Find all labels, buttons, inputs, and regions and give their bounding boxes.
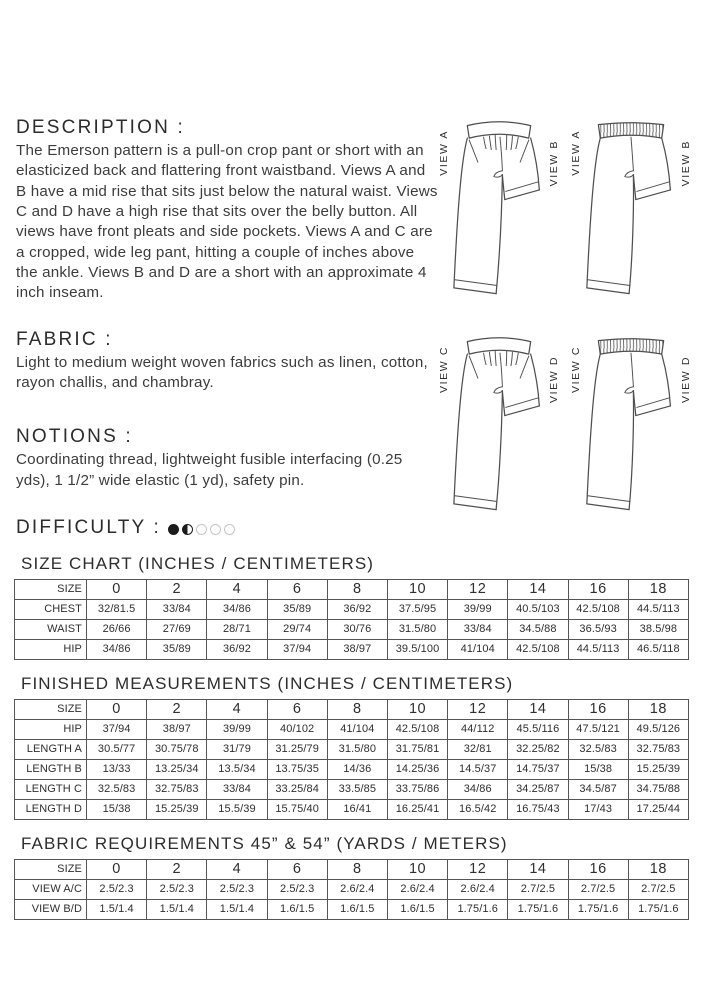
value-cell: 38/97 bbox=[327, 639, 387, 659]
value-cell: 15/38 bbox=[87, 799, 147, 819]
value-cell: 32.75/83 bbox=[628, 739, 688, 759]
header-row bbox=[15, 699, 689, 719]
value-cell: 16.5/42 bbox=[448, 799, 508, 819]
value-cell: 33.75/86 bbox=[387, 779, 447, 799]
data-row bbox=[15, 619, 689, 639]
size-header-cell: 6 bbox=[267, 579, 327, 599]
value-cell: 13.5/34 bbox=[207, 759, 267, 779]
value-cell: 15.25/39 bbox=[628, 759, 688, 779]
data-row bbox=[15, 899, 689, 919]
value-cell: 13.75/35 bbox=[267, 759, 327, 779]
value-cell: 27/69 bbox=[147, 619, 207, 639]
size-header-cell: 4 bbox=[207, 579, 267, 599]
row-label-cell: VIEW B/D bbox=[15, 899, 87, 919]
value-cell: 41/104 bbox=[448, 639, 508, 659]
value-cell: 1.75/1.6 bbox=[568, 899, 628, 919]
value-cell: 15.5/39 bbox=[207, 799, 267, 819]
value-cell: 1.6/1.5 bbox=[387, 899, 447, 919]
value-cell: 30.75/78 bbox=[147, 739, 207, 759]
value-cell: 30/76 bbox=[327, 619, 387, 639]
value-cell: 2.7/2.5 bbox=[628, 879, 688, 899]
fabric-requirements-title: FABRIC REQUIREMENTS 45” & 54” (YARDS / METERS) bbox=[21, 833, 508, 853]
data-row bbox=[15, 759, 689, 779]
size-header-cell: 18 bbox=[628, 699, 688, 719]
value-cell: 39/99 bbox=[448, 599, 508, 619]
value-cell: 14.25/36 bbox=[387, 759, 447, 779]
value-cell: 2.7/2.5 bbox=[508, 879, 568, 899]
value-cell: 1.6/1.5 bbox=[327, 899, 387, 919]
row-label-cell: LENGTH A bbox=[15, 739, 87, 759]
pant-front-drawing bbox=[451, 330, 547, 528]
size-header-cell: 18 bbox=[628, 579, 688, 599]
size-header-cell: 2 bbox=[147, 859, 207, 879]
difficulty-heading: DIFFICULTY : bbox=[16, 516, 161, 538]
value-cell: 34.5/88 bbox=[508, 619, 568, 639]
value-cell: 29/74 bbox=[267, 619, 327, 639]
size-header-cell: 10 bbox=[387, 859, 447, 879]
difficulty-dot-half bbox=[182, 524, 193, 535]
size-header-cell: 16 bbox=[568, 699, 628, 719]
size-header-cell: 12 bbox=[448, 859, 508, 879]
data-row bbox=[15, 639, 689, 659]
description-body: The Emerson pattern is a pull-on crop pant or short with an elasticized back and flattering front waistband. Views A and B have a mid rise that sits just below the natural waist. Views C and D have a high rise that sits over the belly button. All views have front pleats and side pockets. Views A and C are a cropped, wide leg pant, hitting a couple of inches above the ankle. Views B and D are a short with an approximate 4 inch inseam. bbox=[16, 141, 438, 302]
pant-front-drawing bbox=[451, 114, 547, 312]
value-cell: 33/84 bbox=[207, 779, 267, 799]
measurement-tables bbox=[14, 554, 692, 920]
value-cell: 2.5/2.3 bbox=[87, 879, 147, 899]
size-header-cell: 14 bbox=[508, 859, 568, 879]
value-cell: 15.25/39 bbox=[147, 799, 207, 819]
row-label-cell: SIZE bbox=[15, 699, 87, 719]
size-header-cell: 10 bbox=[387, 699, 447, 719]
value-cell: 26/66 bbox=[87, 619, 147, 639]
size-header-cell: 2 bbox=[147, 699, 207, 719]
value-cell: 16.75/43 bbox=[508, 799, 568, 819]
value-cell: 1.75/1.6 bbox=[448, 899, 508, 919]
header-row bbox=[15, 579, 689, 599]
value-cell: 37/94 bbox=[267, 639, 327, 659]
value-cell: 34.5/87 bbox=[568, 779, 628, 799]
value-cell: 44.5/113 bbox=[628, 599, 688, 619]
size-header-cell: 0 bbox=[87, 699, 147, 719]
value-cell: 45.5/116 bbox=[508, 719, 568, 739]
difficulty-dot-full bbox=[168, 524, 179, 535]
value-cell: 1.75/1.6 bbox=[628, 899, 688, 919]
value-cell: 2.7/2.5 bbox=[568, 879, 628, 899]
value-cell: 32.5/83 bbox=[87, 779, 147, 799]
value-cell: 34/86 bbox=[87, 639, 147, 659]
value-cell: 37.5/95 bbox=[387, 599, 447, 619]
value-cell: 38/97 bbox=[147, 719, 207, 739]
row-label-cell: SIZE bbox=[15, 579, 87, 599]
value-cell: 2.6/2.4 bbox=[327, 879, 387, 899]
value-cell: 35/89 bbox=[267, 599, 327, 619]
value-cell: 16.25/41 bbox=[387, 799, 447, 819]
value-cell: 41/104 bbox=[327, 719, 387, 739]
illustration-back-cd bbox=[568, 330, 694, 530]
illustration-front-ab bbox=[436, 114, 562, 314]
value-cell: 2.5/2.3 bbox=[267, 879, 327, 899]
view-a-label: VIEW A bbox=[438, 130, 450, 176]
notions-heading: NOTIONS : bbox=[16, 426, 133, 448]
size-header-cell: 14 bbox=[508, 699, 568, 719]
value-cell: 31/79 bbox=[207, 739, 267, 759]
garment-illustrations bbox=[436, 114, 694, 530]
value-cell: 42.5/108 bbox=[508, 639, 568, 659]
size-header-cell: 16 bbox=[568, 579, 628, 599]
value-cell: 2.6/2.4 bbox=[448, 879, 508, 899]
value-cell: 32.5/83 bbox=[568, 739, 628, 759]
row-label-cell: HIP bbox=[15, 719, 87, 739]
difficulty-rating bbox=[168, 524, 235, 535]
fabric-requirements-table bbox=[14, 859, 689, 920]
value-cell: 15.75/40 bbox=[267, 799, 327, 819]
row-label-cell: WAIST bbox=[15, 619, 87, 639]
value-cell: 15/38 bbox=[568, 759, 628, 779]
row-label-cell: VIEW A/C bbox=[15, 879, 87, 899]
size-header-cell: 18 bbox=[628, 859, 688, 879]
value-cell: 40/102 bbox=[267, 719, 327, 739]
size-header-cell: 12 bbox=[448, 579, 508, 599]
view-a-label: VIEW A bbox=[570, 130, 582, 176]
text-column bbox=[16, 118, 440, 539]
row-label-cell: LENGTH B bbox=[15, 759, 87, 779]
fabric-body: Light to medium weight woven fabrics such as linen, cotton, rayon challis, and chambray. bbox=[16, 353, 428, 392]
value-cell: 37/94 bbox=[87, 719, 147, 739]
data-row bbox=[15, 719, 689, 739]
value-cell: 34/86 bbox=[207, 599, 267, 619]
row-label-cell: LENGTH D bbox=[15, 799, 87, 819]
value-cell: 1.5/1.4 bbox=[147, 899, 207, 919]
row-label-cell: SIZE bbox=[15, 859, 87, 879]
size-header-cell: 0 bbox=[87, 579, 147, 599]
value-cell: 34.25/87 bbox=[508, 779, 568, 799]
value-cell: 14.5/37 bbox=[448, 759, 508, 779]
pant-back-drawing bbox=[583, 330, 679, 528]
description-heading: DESCRIPTION : bbox=[16, 117, 186, 138]
value-cell: 35/89 bbox=[147, 639, 207, 659]
size-header-cell: 16 bbox=[568, 859, 628, 879]
description-section bbox=[16, 118, 440, 304]
value-cell: 13/33 bbox=[87, 759, 147, 779]
finished-measurements-table bbox=[14, 699, 689, 820]
data-row bbox=[15, 799, 689, 819]
value-cell: 1.5/1.4 bbox=[207, 899, 267, 919]
value-cell: 31.5/80 bbox=[387, 619, 447, 639]
value-cell: 32/81 bbox=[448, 739, 508, 759]
value-cell: 17/43 bbox=[568, 799, 628, 819]
value-cell: 2.6/2.4 bbox=[387, 879, 447, 899]
value-cell: 17.25/44 bbox=[628, 799, 688, 819]
size-header-cell: 4 bbox=[207, 859, 267, 879]
value-cell: 42.5/108 bbox=[387, 719, 447, 739]
view-c-label: VIEW C bbox=[438, 346, 450, 393]
value-cell: 47.5/121 bbox=[568, 719, 628, 739]
difficulty-section bbox=[16, 518, 440, 539]
view-b-label: VIEW B bbox=[548, 140, 560, 187]
header-row bbox=[15, 859, 689, 879]
value-cell: 14.75/37 bbox=[508, 759, 568, 779]
size-header-cell: 6 bbox=[267, 699, 327, 719]
difficulty-dot-empty bbox=[224, 524, 235, 535]
pant-back-drawing bbox=[583, 114, 679, 312]
view-b-label: VIEW B bbox=[680, 140, 692, 187]
value-cell: 33/84 bbox=[147, 599, 207, 619]
value-cell: 31.5/80 bbox=[327, 739, 387, 759]
value-cell: 39/99 bbox=[207, 719, 267, 739]
notions-section bbox=[16, 427, 440, 491]
value-cell: 39.5/100 bbox=[387, 639, 447, 659]
size-header-cell: 6 bbox=[267, 859, 327, 879]
size-header-cell: 14 bbox=[508, 579, 568, 599]
size-header-cell: 0 bbox=[87, 859, 147, 879]
size-header-cell: 8 bbox=[327, 579, 387, 599]
value-cell: 33.25/84 bbox=[267, 779, 327, 799]
size-chart-table bbox=[14, 579, 689, 660]
size-header-cell: 8 bbox=[327, 699, 387, 719]
value-cell: 32/81.5 bbox=[87, 599, 147, 619]
data-row bbox=[15, 779, 689, 799]
illustration-back-ab bbox=[568, 114, 694, 314]
size-header-cell: 12 bbox=[448, 699, 508, 719]
value-cell: 28/71 bbox=[207, 619, 267, 639]
value-cell: 2.5/2.3 bbox=[207, 879, 267, 899]
value-cell: 34.75/88 bbox=[628, 779, 688, 799]
data-row bbox=[15, 739, 689, 759]
value-cell: 36/92 bbox=[327, 599, 387, 619]
view-d-label: VIEW D bbox=[680, 356, 692, 403]
size-chart-title: SIZE CHART (INCHES / CENTIMETERS) bbox=[21, 553, 375, 573]
row-label-cell: HIP bbox=[15, 639, 87, 659]
illustration-front-cd bbox=[436, 330, 562, 530]
value-cell: 44.5/113 bbox=[568, 639, 628, 659]
value-cell: 44/112 bbox=[448, 719, 508, 739]
value-cell: 2.5/2.3 bbox=[147, 879, 207, 899]
data-row bbox=[15, 879, 689, 899]
fabric-section bbox=[16, 330, 440, 394]
value-cell: 1.75/1.6 bbox=[508, 899, 568, 919]
value-cell: 33.5/85 bbox=[327, 779, 387, 799]
value-cell: 14/36 bbox=[327, 759, 387, 779]
value-cell: 36/92 bbox=[207, 639, 267, 659]
value-cell: 49.5/126 bbox=[628, 719, 688, 739]
size-header-cell: 2 bbox=[147, 579, 207, 599]
value-cell: 30.5/77 bbox=[87, 739, 147, 759]
difficulty-dot-empty bbox=[210, 524, 221, 535]
value-cell: 31.75/81 bbox=[387, 739, 447, 759]
value-cell: 13.25/34 bbox=[147, 759, 207, 779]
value-cell: 31.25/79 bbox=[267, 739, 327, 759]
value-cell: 1.6/1.5 bbox=[267, 899, 327, 919]
value-cell: 42.5/108 bbox=[568, 599, 628, 619]
view-c-label: VIEW C bbox=[570, 346, 582, 393]
notions-body: Coordinating thread, lightweight fusible interfacing (0.25 yds), 1 1/2” wide elastic (1 yd), safety pin. bbox=[16, 451, 403, 489]
difficulty-dot-empty bbox=[196, 524, 207, 535]
value-cell: 1.5/1.4 bbox=[87, 899, 147, 919]
value-cell: 16/41 bbox=[327, 799, 387, 819]
value-cell: 32.25/82 bbox=[508, 739, 568, 759]
size-header-cell: 10 bbox=[387, 579, 447, 599]
size-header-cell: 4 bbox=[207, 699, 267, 719]
value-cell: 34/86 bbox=[448, 779, 508, 799]
value-cell: 33/84 bbox=[448, 619, 508, 639]
value-cell: 38.5/98 bbox=[628, 619, 688, 639]
fabric-heading: FABRIC : bbox=[16, 328, 113, 350]
value-cell: 32.75/83 bbox=[147, 779, 207, 799]
row-label-cell: CHEST bbox=[15, 599, 87, 619]
view-d-label: VIEW D bbox=[548, 356, 560, 403]
row-label-cell: LENGTH C bbox=[15, 779, 87, 799]
size-header-cell: 8 bbox=[327, 859, 387, 879]
data-row bbox=[15, 599, 689, 619]
value-cell: 40.5/103 bbox=[508, 599, 568, 619]
value-cell: 46.5/118 bbox=[628, 639, 688, 659]
value-cell: 36.5/93 bbox=[568, 619, 628, 639]
finished-measurements-title: FINISHED MEASUREMENTS (INCHES / CENTIMETERS) bbox=[21, 673, 514, 693]
